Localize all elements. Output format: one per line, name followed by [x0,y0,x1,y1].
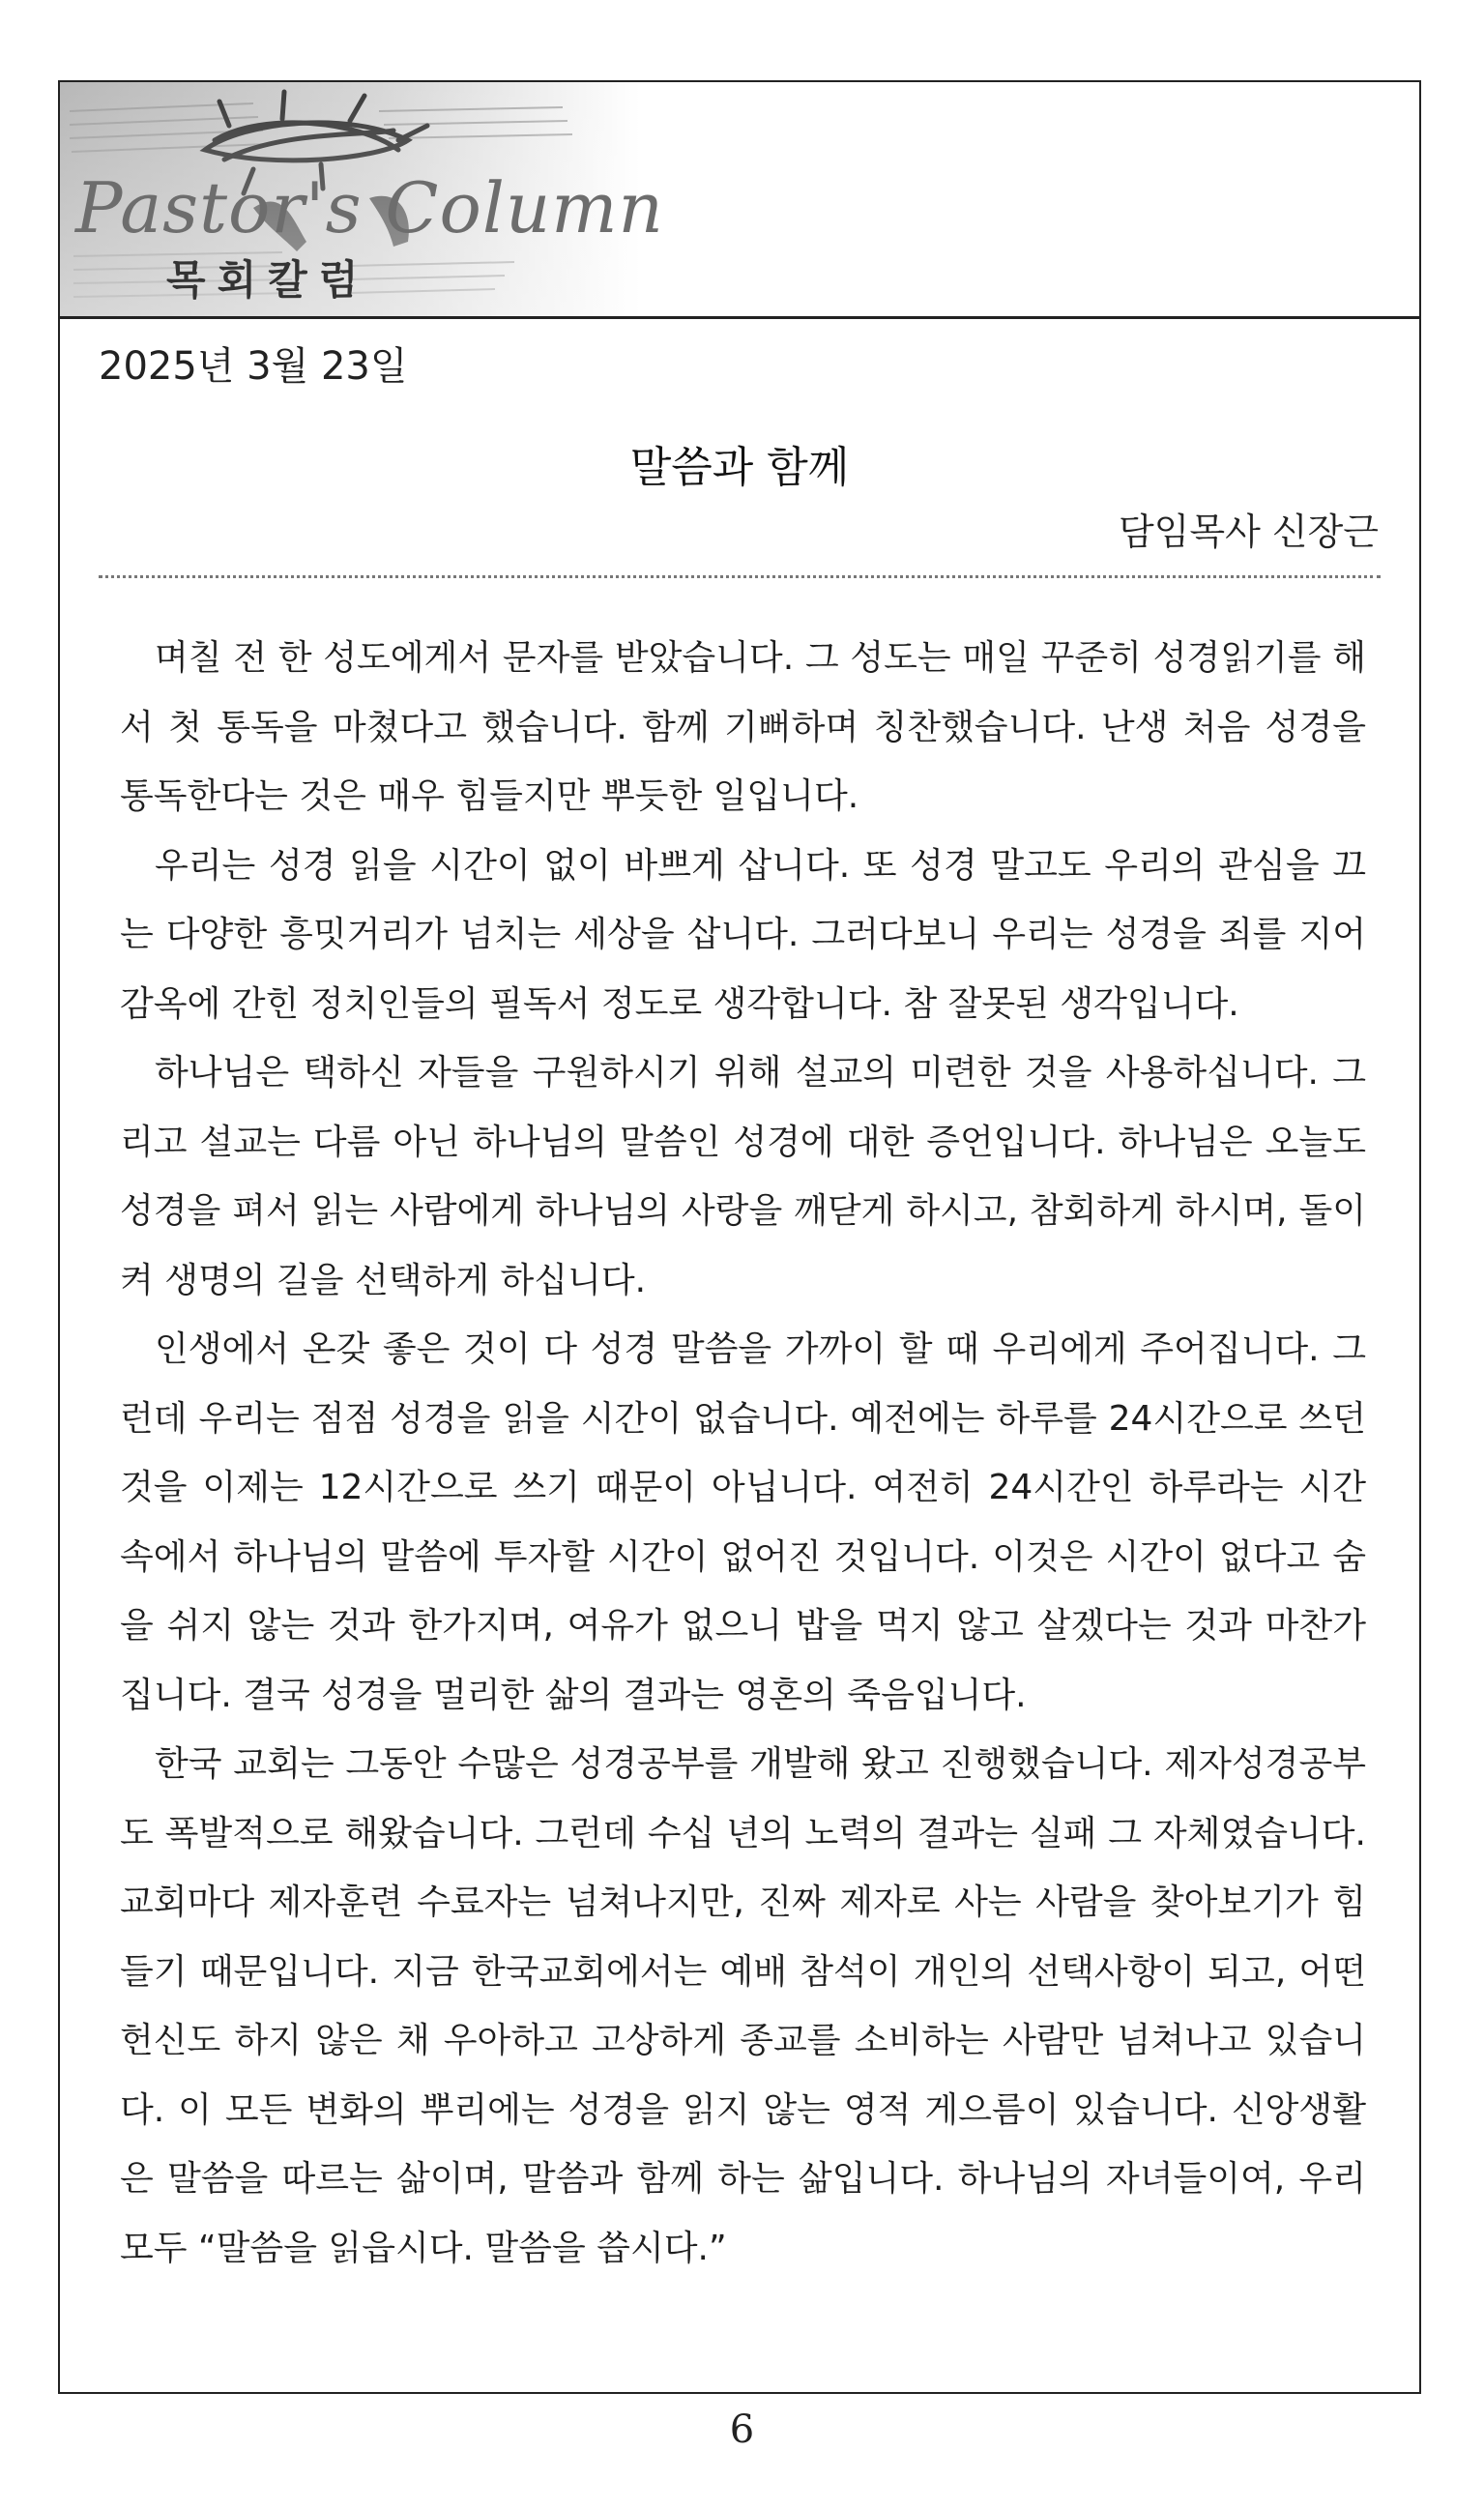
article-title: 말씀과 함께 [629,443,850,492]
column-date: 2025년 3월 23일 [99,344,408,389]
column-title: Pastor's Column [75,167,664,248]
column-subtitle: 목회칼럼 [166,256,370,304]
page-number: 6 [729,2407,755,2452]
column-header [60,82,1419,319]
column-frame [58,80,1421,2394]
paragraph: 한국 교회는 그동안 수많은 성경공부를 개발해 왔고 진행했습니다. 제자성경공부도 폭발적으로 해왔습니다. 그런데 수십 년의 노력의 결과는 실패 그 자체였습니다. 교회마다 제자훈련 수료자는 넘쳐나지만, 진짜 제자로 사는 사람을 찾아보기가 힘들기 때문입니다. 지금 한국교회에서는 예배 참석이 개인의 선택사항이 되고, 어떤 헌신도 하지 않은 채 우아하고 고상하게 종교를 소비하는 사람만 넘쳐나고 있습니다. 이 모든 변화의 뿌리에는 성경을 읽지 않는 영적 게으름이 있습니다. 신앙생활은 말씀을 따르는 삶이며, 말씀과 함께 하는 삶입니다. 하나님의 자녀들이여, 우리 모두 “말씀을 읽읍시다. 말씀을 씁시다.” [120,1744,1366,2268]
paragraph: 며칠 전 한 성도에게서 문자를 받았습니다. 그 성도는 매일 꾸준히 성경읽기를 해서 첫 통독을 마쳤다고 했습니다. 함께 기뻐하며 칭찬했습니다. 난생 처음 성경을 통독한다는 것은 매우 힘들지만 뿌듯한 일입니다. [120,638,1366,816]
paragraph: 우리는 성경 읽을 시간이 없이 바쁘게 삽니다. 또 성경 말고도 우리의 관심을 끄는 다양한 흥밋거리가 넘치는 세상을 삽니다. 그러다보니 우리는 성경을 죄를 지어 감옥에 간힌 정치인들의 필독서 정도로 생각합니다. 참 잘못된 생각입니다. [120,845,1366,1024]
dotted-divider [99,575,1381,578]
paragraph: 하나님은 택하신 자들을 구원하시기 위해 설교의 미련한 것을 사용하십니다. 그리고 설교는 다름 아닌 하나님의 말씀인 성경에 대한 증언입니다. 하나님은 오늘도 성경을 펴서 읽는 사람에게 하나님의 사랑을 깨닫게 하시고, 참회하게 하시며, 돌이켜 생명의 길을 선택하게 하십니다. [120,1053,1366,1300]
paragraph: 인생에서 온갖 좋은 것이 다 성경 말씀을 가까이 할 때 우리에게 주어집니다. 그런데 우리는 점점 성경을 읽을 시간이 없습니다. 예전에는 하루를 24시간으로 쓰던 것을 이제는 12시간으로 쓰기 때문이 아닙니다. 여전히 24시간인 하루라는 시간 속에서 하나님의 말씀에 투자할 시간이 없어진 것입니다. 이것은 시간이 없다고 숨을 쉬지 않는 것과 한가지며, 여유가 없으니 밥을 먹지 않고 살겠다는 것과 마찬가집니다. 결국 성경을 멀리한 삶의 결과는 영혼의 죽음입니다. [120,1329,1366,1715]
article-body [120,624,1366,2283]
article-author: 담임목사 신장근 [1118,511,1379,553]
